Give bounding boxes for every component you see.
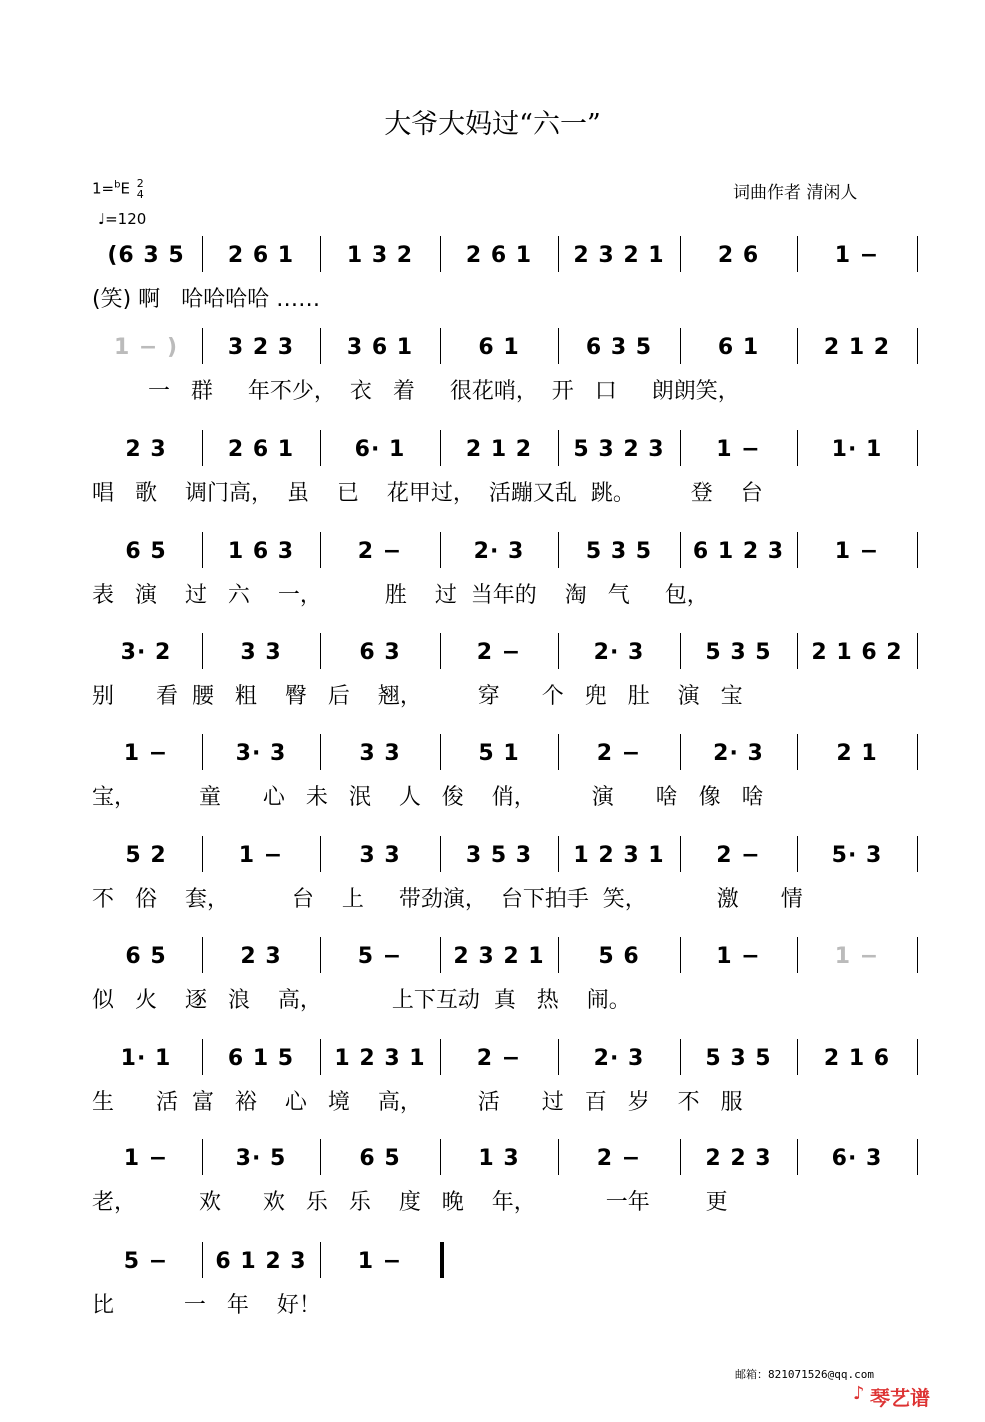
barline — [320, 1242, 321, 1278]
measure: 1 3 — [478, 1145, 520, 1171]
measure: 1 − ) — [113, 334, 179, 360]
measure: 6 5 — [125, 538, 167, 564]
barline — [797, 430, 798, 466]
barline — [320, 633, 321, 669]
measure: 1· 1 — [831, 436, 883, 462]
barline — [917, 937, 918, 973]
measure: 2 6 — [717, 242, 760, 268]
measure: 2 − — [357, 538, 403, 564]
barline — [202, 1242, 203, 1278]
barline — [202, 1039, 203, 1075]
barline — [440, 236, 441, 272]
tempo-value: =120 — [105, 210, 147, 228]
measure: 1· 1 — [120, 1045, 172, 1071]
measure: 1 − — [123, 740, 169, 766]
lyrics-row — [0, 578, 985, 612]
measure: 3 3 — [359, 740, 401, 766]
barline — [680, 1039, 681, 1075]
barline — [440, 532, 441, 568]
lyrics-line: 老， 欢 欢 乐 乐 度 晚 年， 一年 更 — [92, 1190, 728, 1215]
barline — [320, 430, 321, 466]
lyrics-line: 不 俗 套， 台 上 带劲演， 台下拍手 笑， 激 情 — [92, 887, 803, 912]
lyrics-row — [0, 282, 985, 316]
notes-line — [0, 736, 985, 770]
measure: 2· 3 — [593, 639, 645, 665]
author-credit: 词曲作者 清闲人 — [733, 183, 858, 203]
measure: 6 1 2 3 — [692, 538, 785, 564]
measure: 2 2 3 — [705, 1145, 772, 1171]
measure: 1 2 3 1 — [334, 1045, 426, 1071]
barline — [202, 633, 203, 669]
barline — [202, 430, 203, 466]
measure: 5 3 5 — [705, 639, 772, 665]
barline — [680, 430, 681, 466]
barline — [680, 836, 681, 872]
tempo-marking — [98, 210, 146, 228]
lyrics-row — [0, 1185, 985, 1219]
measure: 2 − — [716, 842, 761, 868]
measure: 2 1 2 — [823, 334, 891, 360]
barline — [680, 236, 681, 272]
barline — [680, 734, 681, 770]
measure: 3 5 3 — [465, 842, 533, 868]
measure: 2· 3 — [593, 1045, 645, 1071]
lyrics-line: 宝， 童 心 未 泯 人 俊 俏， 演 啥 像 啥 — [92, 785, 764, 810]
song-title: 大爷大妈过“六一” — [384, 109, 601, 140]
barline — [202, 1139, 203, 1175]
measure: 1 3 2 — [346, 242, 414, 268]
time-signature — [137, 178, 144, 200]
measure: 5 3 2 3 — [573, 436, 665, 462]
barline — [558, 236, 559, 272]
barline — [558, 633, 559, 669]
measure: 3· 3 — [235, 740, 287, 766]
notes-line — [0, 432, 985, 466]
lyrics-row — [0, 983, 985, 1017]
measure: 2 6 1 — [227, 242, 295, 268]
measure: 2 − — [596, 740, 642, 766]
barline — [680, 328, 681, 364]
barline — [917, 236, 918, 272]
measure: 6 5 — [125, 943, 167, 969]
notes-line — [0, 330, 985, 364]
lyrics-line: 别 看 腰 粗 臀 后 翘， 穿 个 兜 肚 演 宝 — [92, 684, 743, 709]
measure: 2 6 1 — [227, 436, 295, 462]
measure: 3· 5 — [235, 1145, 287, 1171]
key-note: E — [120, 179, 130, 198]
measure: 3 3 — [359, 842, 401, 868]
barline — [202, 328, 203, 364]
measure: 2 3 — [240, 943, 282, 969]
barline — [558, 430, 559, 466]
measure: 2 − — [476, 639, 522, 665]
barline — [558, 532, 559, 568]
measure: 5 − — [123, 1248, 169, 1274]
measure: 6 3 5 — [585, 334, 653, 360]
measure: 6 1 — [478, 334, 520, 360]
measure: 1 − — [834, 242, 880, 268]
measure: 6 5 — [359, 1145, 401, 1171]
measure: 1 − — [716, 436, 761, 462]
lyrics-line: 生 活 富 裕 心 境 高， 活 过 百 岁 不 服 — [92, 1090, 743, 1115]
lyrics-row — [0, 374, 985, 408]
barline — [320, 1139, 321, 1175]
measure: 1 − — [716, 943, 761, 969]
barline — [558, 734, 559, 770]
barline — [558, 836, 559, 872]
barline — [680, 633, 681, 669]
lyrics-row — [0, 780, 985, 814]
barline — [917, 430, 918, 466]
lyrics-row — [0, 476, 985, 510]
notes-line — [0, 534, 985, 568]
measure: 6· 1 — [354, 436, 406, 462]
site-logo: 琴艺谱 — [870, 1386, 930, 1410]
barline — [680, 1139, 681, 1175]
barline — [797, 532, 798, 568]
barline — [320, 937, 321, 973]
quarter-note-icon: ♩ — [98, 210, 106, 228]
notes-line — [0, 238, 985, 272]
barline — [917, 836, 918, 872]
barline — [558, 937, 559, 973]
measure: 5 1 — [478, 740, 520, 766]
barline — [320, 236, 321, 272]
barline — [917, 532, 918, 568]
barline — [440, 1039, 441, 1075]
time-signature-bottom: 4 — [136, 188, 144, 201]
notes-line — [0, 1141, 985, 1175]
measure: 2 3 2 1 — [453, 943, 545, 969]
barline — [680, 532, 681, 568]
measure: 3· 2 — [120, 639, 172, 665]
notes-line — [0, 635, 985, 669]
barline — [440, 937, 441, 973]
measure: 5· 3 — [831, 842, 883, 868]
barline — [320, 1039, 321, 1075]
barline — [320, 734, 321, 770]
barline — [917, 734, 918, 770]
lyrics-line: 一 群 年不少， 衣 着 很花哨， 开 口 朗朗笑， — [92, 379, 740, 404]
measure: 2 3 2 1 — [573, 242, 665, 268]
lyrics-line: 似 火 逐 浪 高， 上下互动 真 热 闹。 — [92, 988, 631, 1013]
measure: 1 − — [123, 1145, 169, 1171]
barline — [202, 236, 203, 272]
measure: 6· 3 — [831, 1145, 883, 1171]
measure: 6 3 — [359, 639, 401, 665]
lyrics-row — [0, 679, 985, 713]
measure: 2 1 — [836, 740, 878, 766]
barline — [797, 734, 798, 770]
barline — [558, 328, 559, 364]
measure: 2 1 6 — [823, 1045, 891, 1071]
measure: 5 6 — [598, 943, 640, 969]
logo-icon: ♪ — [853, 1383, 865, 1404]
barline — [917, 328, 918, 364]
measure: 3 2 3 — [227, 334, 295, 360]
measure: 2 1 6 2 — [811, 639, 903, 665]
measure: 2 − — [596, 1145, 642, 1171]
barline — [797, 1139, 798, 1175]
lyrics-line: (笑) 啊 哈哈哈哈 …… — [92, 287, 321, 312]
measure: 6 1 — [717, 334, 760, 360]
measure: 2 1 2 — [465, 436, 533, 462]
barline — [797, 937, 798, 973]
measure: 6 1 2 3 — [215, 1248, 307, 1274]
barline — [440, 328, 441, 364]
barline — [917, 1039, 918, 1075]
barline — [797, 328, 798, 364]
measure: 6 1 5 — [227, 1045, 295, 1071]
barline — [440, 633, 441, 669]
key-flat: b — [114, 179, 121, 191]
barline — [202, 937, 203, 973]
lyrics-line: 唱 歌 调门高， 虽 已 花甲过， 活蹦又乱 跳。 登 台 — [92, 481, 763, 506]
barline — [797, 236, 798, 272]
barline — [680, 937, 681, 973]
barline — [440, 430, 441, 466]
measure: 1 − — [834, 538, 880, 564]
notes-line — [0, 1041, 985, 1075]
barline — [440, 734, 441, 770]
barline — [440, 1242, 444, 1278]
measure: 1 6 3 — [227, 538, 295, 564]
barline — [202, 532, 203, 568]
barline — [558, 1039, 559, 1075]
measure: 1 − — [238, 842, 284, 868]
measure: 3 6 1 — [346, 334, 414, 360]
lyrics-row — [0, 882, 985, 916]
lyrics-row — [0, 1085, 985, 1119]
measure: (6 3 5 — [107, 242, 185, 268]
measure: 5 3 5 — [585, 538, 653, 564]
measure: 5 3 5 — [705, 1045, 772, 1071]
barline — [202, 836, 203, 872]
barline — [558, 1139, 559, 1175]
barline — [320, 532, 321, 568]
barline — [917, 1139, 918, 1175]
measure: 1 − — [834, 943, 880, 969]
measure: 2 − — [476, 1045, 522, 1071]
barline — [797, 1039, 798, 1075]
barline — [440, 836, 441, 872]
measure: 5 2 — [125, 842, 167, 868]
lyrics-line: 比 一 年 好！ — [92, 1293, 321, 1318]
measure: 3 3 — [240, 639, 282, 665]
barline — [320, 328, 321, 364]
measure: 2 3 — [125, 436, 167, 462]
measure: 1 − — [357, 1248, 403, 1274]
lyrics-line: 表 演 过 六 一， 胜 过 当年的 淘 气 包， — [92, 583, 709, 608]
barline — [202, 734, 203, 770]
barline — [797, 836, 798, 872]
measure: 5 − — [357, 943, 403, 969]
barline — [917, 633, 918, 669]
email-footer: 邮箱：821071526@qq.com — [735, 1368, 874, 1381]
measure: 2 6 1 — [465, 242, 533, 268]
notes-line — [0, 1244, 985, 1278]
measure: 2· 3 — [713, 740, 764, 766]
notes-line — [0, 939, 985, 973]
key-signature — [92, 178, 144, 200]
barline — [440, 1139, 441, 1175]
notes-line — [0, 838, 985, 872]
lyrics-row — [0, 1288, 985, 1322]
barline — [797, 633, 798, 669]
key-prefix: 1= — [92, 179, 115, 198]
time-signature-top: 2 — [136, 177, 144, 190]
measure: 2· 3 — [473, 538, 525, 564]
measure: 1 2 3 1 — [573, 842, 665, 868]
barline — [320, 836, 321, 872]
